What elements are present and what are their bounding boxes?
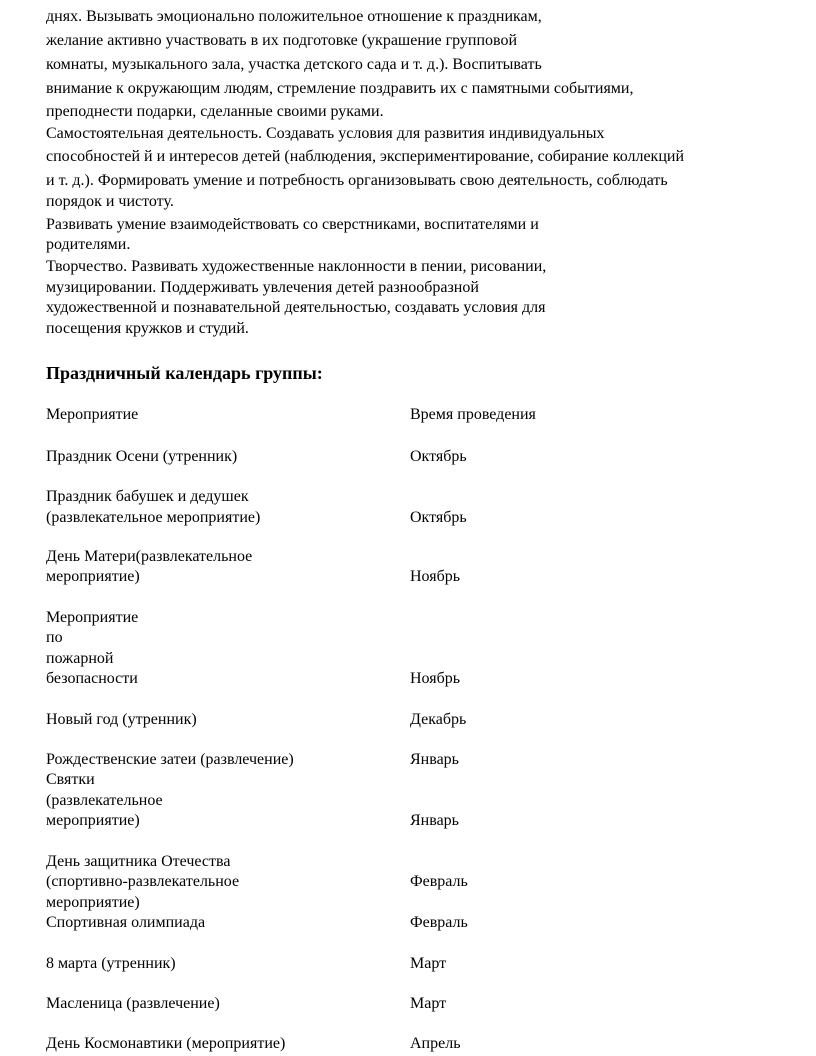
event-time: Март (410, 955, 447, 972)
paragraph-line: посещения кружков и студий. (46, 320, 249, 337)
event-line: по (46, 629, 63, 646)
event-line: (развлекательное (46, 792, 163, 809)
event-time: Ноябрь (410, 670, 461, 687)
event-line: Мероприятие (46, 609, 139, 626)
event-line: День Матери(развлекательное (46, 548, 253, 565)
paragraph-line: днях. Вызывать эмоционально положительное отношение к праздникам, (46, 8, 542, 25)
header-time: Время проведения (410, 406, 536, 423)
event-line: 8 марта (утренник) (46, 955, 176, 972)
paragraph-line: и т. д.). Формировать умение и потребность организовывать свою деятельность, соблюдать (46, 172, 668, 189)
event-line: Праздник бабушек и дедушек (46, 488, 249, 505)
event-line: мероприятие) (46, 568, 140, 585)
event-line: мероприятие) (46, 812, 140, 829)
event-time: Февраль (410, 914, 468, 931)
event-time: Октябрь (410, 448, 467, 465)
paragraph-line: способностей й и интересов детей (наблюдения, экспериментирование, собирание коллекций (46, 148, 685, 165)
event-line: Рождественские затеи (развлечение) (46, 751, 294, 768)
paragraph-line: художественной и познавательной деятельностью, создавать условия для (46, 299, 546, 316)
event-line: Новый год (утренник) (46, 711, 197, 728)
event-time: Ноябрь (410, 568, 461, 585)
paragraph-line: Самостоятельная деятельность. Создавать условия для развития индивидуальных (46, 125, 605, 142)
paragraph-line: желание активно участвовать в их подготовке (украшение групповой (46, 32, 518, 49)
event-line: День Космонавтики (мероприятие) (46, 1035, 286, 1052)
section-heading: Праздничный календарь группы: (46, 363, 323, 383)
event-time: Январь (410, 812, 459, 829)
event-line: мероприятие) (46, 894, 140, 911)
paragraph-line: преподнести подарки, сделанные своими руками. (46, 103, 384, 120)
paragraph-line: родителями. (46, 236, 131, 253)
event-time: Март (410, 995, 447, 1012)
paragraph-line: Творчество. Развивать художественные наклонности в пении, рисовании, (46, 258, 547, 275)
event-time: Октябрь (410, 509, 467, 526)
paragraph-line: Развивать умение взаимодействовать со сверстниками, воспитателями и (46, 216, 539, 233)
paragraph-line: комнаты, музыкального зала, участка детского сада и т. д.). Воспитывать (46, 56, 542, 73)
event-line: (спортивно-развлекательное (46, 873, 240, 890)
event-time: Февраль (410, 873, 468, 890)
event-line: безопасности (46, 670, 138, 687)
event-line: Масленица (развлечение) (46, 995, 220, 1012)
paragraph-line: музицировании. Поддерживать увлечения детей разнообразной (46, 279, 479, 296)
header-event: Мероприятие (46, 406, 139, 423)
event-line: (развлекательное мероприятие) (46, 509, 261, 526)
event-line: пожарной (46, 650, 114, 667)
event-line: Праздник Осени (утренник) (46, 448, 238, 465)
event-time: Январь (410, 751, 459, 768)
event-time: Декабрь (410, 711, 467, 728)
paragraph-line: внимание к окружающим людям, стремление поздравить их с памятными событиями, (46, 80, 634, 97)
event-line: Святки (46, 771, 95, 788)
event-time: Апрель (410, 1035, 461, 1052)
event-line: Спортивная олимпиада (46, 914, 206, 931)
paragraph-line: порядок и чистоту. (46, 193, 174, 210)
event-line: День защитника Отечества (46, 853, 231, 870)
